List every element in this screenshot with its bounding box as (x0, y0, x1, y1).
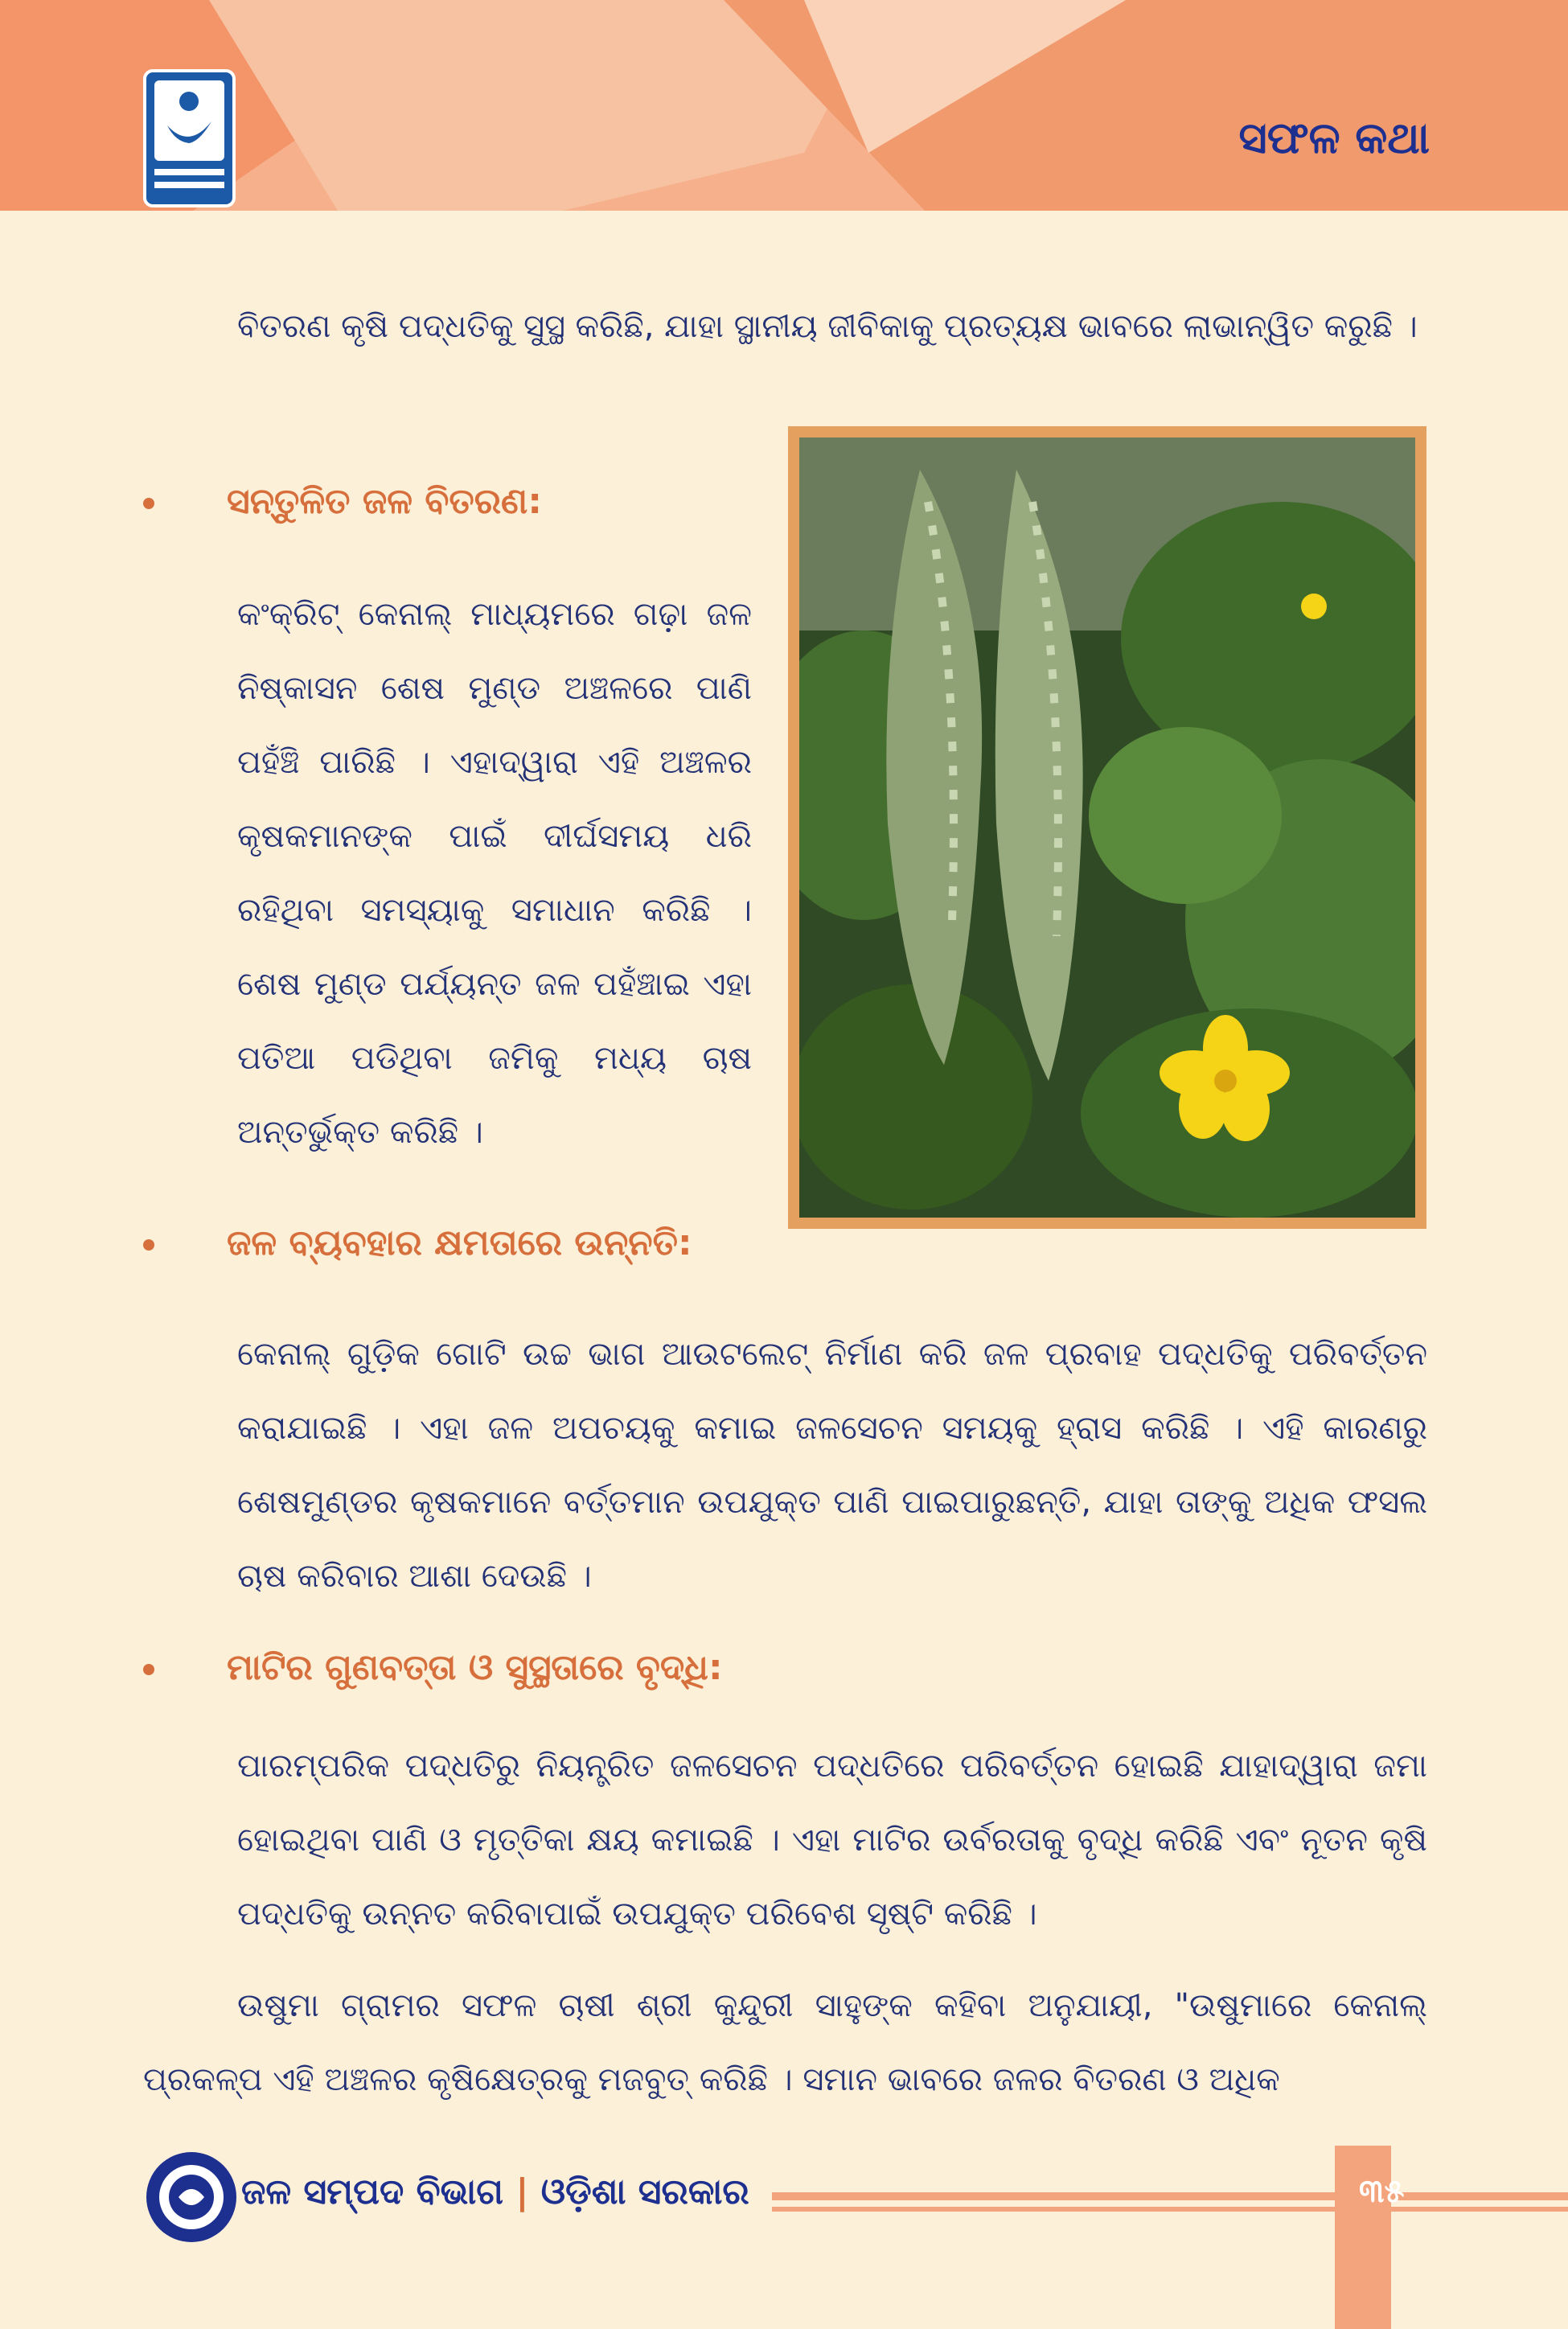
footer-government: ଓଡ଼ିଶା ସରକାର (540, 2171, 749, 2212)
bullet-dot (143, 498, 154, 509)
bullet-body-soil-quality: ପାରମ୍ପରିକ ପଦ୍ଧତିରୁ ନିୟନ୍ତ୍ରିତ ଜଳସେଚନ ପଦ୍ଧତିରେ ପରିବର୍ତ୍ତନ ହୋଇଛି ଯାହାଦ୍ୱାରା ଜମା ହୋଇଥିବା ପାଣି ଓ ମୃତ୍ତିକା କ୍ଷୟ କମାଇଛି । ଏହା ମାଟିର ଉର୍ବରତାକୁ ବୃଦ୍ଧି କରିଛି ଏବଂ ନୂତନ କୃଷି ପଦ୍ଧତିକୁ ଉନ୍ନତ କରିବାପାଇଁ ଉପଯୁକ୍ତ ପରିବେଶ ସୃଷ୍ଟି କରିଛି । (237, 1748, 1427, 1933)
bullet-body-water-efficiency: କେନାଲ୍ ଗୁଡ଼ିକ ଗୋଟି ଉଚ୍ଚ ଭାଗ ଆଉଟଲେଟ୍ ନିର୍ମାଣ କରି ଜଳ ପ୍ରବାହ ପଦ୍ଧତିକୁ ପରିବର୍ତ୍ତନ କରାଯାଇଛି । ଏହା ଜଳ ଅପଚୟକୁ କମାଇ ଜଳସେଚନ ସମୟକୁ ହ୍ରାସ କରିଛି । ଏହି କାରଣରୁ ଶେଷମୁଣ୍ଡର କୃଷକମାନେ ବର୍ତ୍ତମାନ ଉପଯୁକ୍ତ ପାଣି ପାଇପାରୁଛନ୍ତି, ଯାହା ତାଙ୍କୁ ଅଧିକ ଫସଲ ଚାଷ କରିବାର ଆଶା ଦେଉଛି । (237, 1336, 1427, 1595)
intro-paragraph: ବିତରଣ କୃଷି ପଦ୍ଧତିକୁ ସୁସ୍ଥ କରିଛି, ଯାହା ସ୍ଥାନୀୟ ଜୀବିକାକୁ ପ୍ରତ୍ୟକ୍ଷ ଭାବରେ ଲାଭାନ୍ୱିତ କରୁଛି । (237, 308, 1418, 345)
section-title: ସଫଳ କଥା (1238, 113, 1430, 163)
footer-separator: | (515, 2171, 529, 2212)
bullet-heading-text: ସନ୍ତୁଳିତ ଜଳ ବିତରଣ: (227, 481, 542, 522)
footer-department-text (241, 2171, 749, 2212)
page-number: ୩୫ (1359, 2173, 1405, 2210)
footer-department: ଜଳ ସମ୍ପଦ ବିଭାଗ (241, 2171, 504, 2212)
bullet-dot (143, 1239, 154, 1251)
bullet-heading-text: ମାଟିର ଗୁଣବତ୍ତା ଓ ସୁସ୍ଥତାରେ ବୃଦ୍ଧି: (227, 1647, 723, 1688)
bullet-body-water-distribution: କଂକ୍ରିଟ୍ କେନାଲ୍ ମାଧ୍ୟମରେ ଗଢ଼ା ଜଳ ନିଷ୍କାସନ ଶେଷ ମୁଣ୍ଡ ଅଞ୍ଚଳରେ ପାଣି ପହଁଞ୍ଚି ପାରିଛି । ଏହାଦ୍ୱାରା ଏହି ଅଞ୍ଚଳର କୃଷକମାନଙ୍କ ପାଇଁ ଦୀର୍ଘସମୟ ଧରି ରହିଥିବା ସମସ୍ୟାକୁ ସମାଧାନ କରିଛି । ଶେଷ ମୁଣ୍ଡ ପର୍ଯ୍ୟନ୍ତ ଜଳ ପହଁଞ୍ଚାଇ ଏହା ପତିଆ ପଡିଥିବା ଜମିକୁ ମଧ୍ୟ ଚାଷ ଅନ୍ତର୍ଭୁକ୍ତ କରିଛି । (237, 596, 752, 1151)
bitter-gourd-photo-frame (788, 426, 1426, 1229)
bullet-dot (143, 1664, 154, 1675)
magazine-logo (143, 69, 236, 207)
bitter-gourd-photo (799, 437, 1415, 1218)
bullet-heading-soil-quality (143, 1647, 723, 1688)
closing-paragraph: ଉଷୁମା ଗ୍ରାମର ସଫଳ ଚାଷୀ ଶ୍ରୀ କୁନ୍ଦୁରୀ ସାହୁଙ୍କ କହିବା ଅନୁଯାୟୀ, "ଉଷୁମାରେ କେନାଲ୍ ପ୍ରକଳ୍ପ ଏହି ଅଞ୍ଚଳର କୃଷିକ୍ଷେତ୍ରକୁ ମଜବୁତ୍ କରିଛି । ସମାନ ଭାବରେ ଜଳର ବିତରଣ ଓ ଅଧିକ (143, 1987, 1427, 2098)
odisha-emblem-icon (143, 2149, 240, 2245)
bullet-heading-water-distribution (143, 481, 542, 522)
bullet-heading-text: ଜଳ ବ୍ୟବହାର କ୍ଷମତାରେ ଉନ୍ନତି: (227, 1222, 692, 1263)
bullet-heading-water-efficiency (143, 1222, 692, 1263)
